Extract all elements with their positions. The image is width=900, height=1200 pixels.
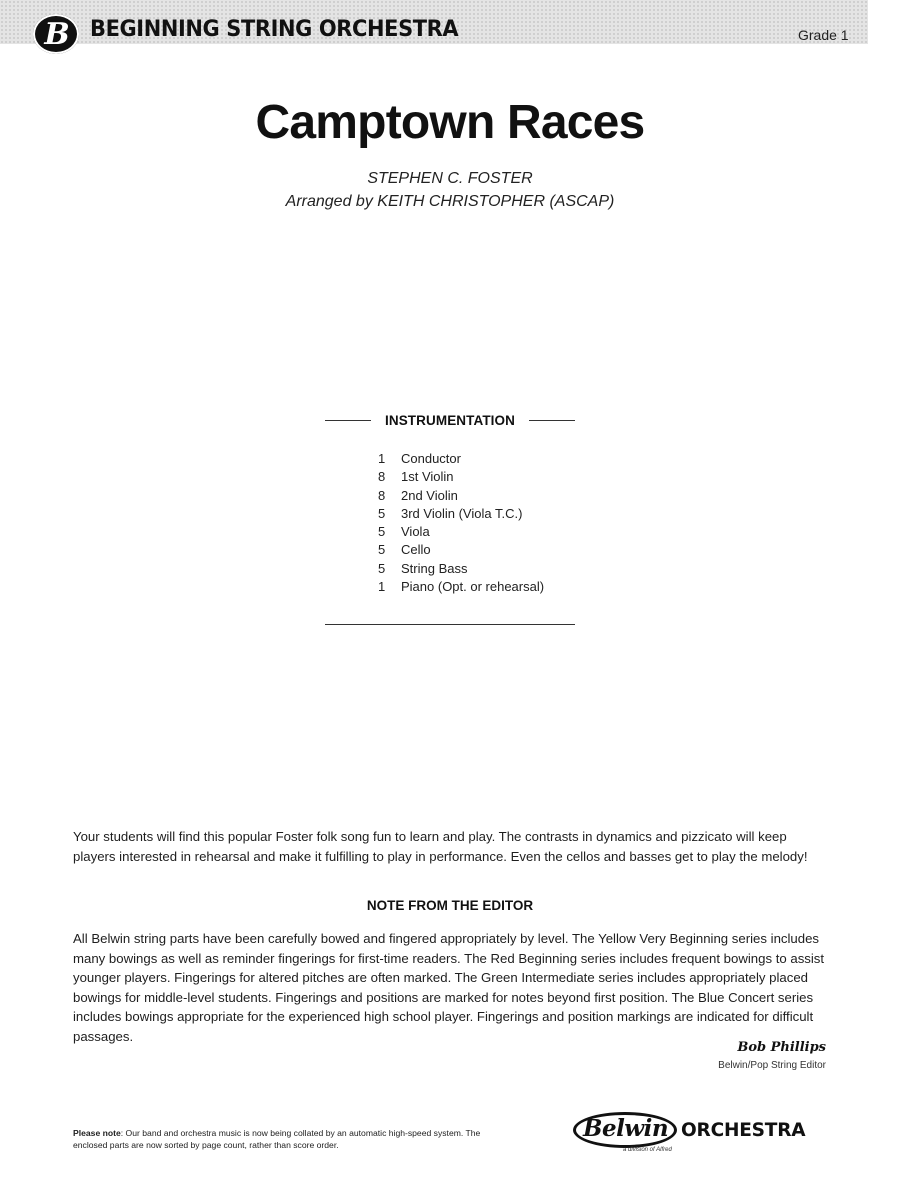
publisher-tagline: a division of Alfred (623, 1147, 672, 1153)
list-item (378, 451, 544, 469)
grade-label: Grade 1 (798, 27, 849, 43)
list-item (378, 469, 544, 487)
instrument-qty: 5 (378, 524, 386, 540)
heading-rule-right (529, 420, 575, 421)
editor-note-text: All Belwin string parts have been carefully bowed and fingered appropriately by level. The Yellow Very Beginning series includes many bowings as well as reminder fingerings for first-time readers. The Red Beginning series includes frequent bowings to assist younger players. Fingerings for altered pitches are often marked. The Green Intermediate series includes appropriately placed bowings for middle-level students. Fingerings and positions are marked for notes beyond first position. The Blue Concert series includes bowings appropriate for the experienced high school player. Fingerings and position markings are indicated for difficult passages. (73, 931, 825, 1044)
instrument-name: Piano (Opt. or rehearsal) (401, 579, 545, 595)
editor-signature: Bob Phillips (737, 1040, 826, 1055)
please-note-text: : Our band and orchestra music is now being collated by an automatic high-speed system. The enclosed parts are now sorted by page count, rather than score order. (73, 1128, 481, 1150)
instrument-name: 1st Violin (401, 469, 454, 485)
list-item (378, 542, 544, 560)
instrumentation-bottom-rule (325, 624, 575, 625)
instrumentation-heading (325, 413, 575, 428)
instrument-name: 2nd Violin (401, 487, 458, 503)
list-item (378, 488, 544, 506)
piece-description: Your students will find this popular Foster folk song fun to learn and play. The contrasts in dynamics and pizzicato will keep players interested in rehearsal and make it fulfilling to play in performance. Even the cellos and basses get to play the melody! (73, 829, 808, 864)
heading-rule-left (325, 420, 371, 421)
instrument-qty: 1 (378, 579, 386, 595)
instrument-name: String Bass (401, 560, 468, 576)
series-title: BEGINNING STRING ORCHESTRA (90, 16, 459, 42)
publisher-script: Belwin (583, 1115, 669, 1142)
instrumentation-list (378, 451, 544, 597)
instrument-name: Viola (401, 524, 430, 540)
instrument-qty: 8 (378, 487, 386, 503)
instrument-qty: 1 (378, 451, 386, 466)
instrumentation-heading-label: INSTRUMENTATION (385, 413, 515, 428)
list-item (378, 561, 544, 579)
instrument-qty: 5 (378, 542, 386, 558)
editor-note-heading: NOTE FROM THE EDITOR (366, 898, 534, 913)
instrument-name: Cello (401, 542, 431, 558)
piece-title: Camptown Races (255, 96, 645, 149)
belwin-b-logo-icon: B (33, 14, 79, 54)
arranger: Arranged by KEITH CHRISTOPHER (ASCAP) (285, 193, 615, 210)
list-item (378, 506, 544, 524)
belwin-orchestra-logo-icon (573, 1109, 828, 1157)
publisher-wordmark: ORCHESTRA (681, 1120, 806, 1141)
list-item (378, 579, 544, 597)
please-note-label: Please note (73, 1128, 121, 1138)
please-note (73, 1127, 513, 1151)
instrument-qty: 5 (378, 560, 386, 576)
instrument-name: 3rd Violin (Viola T.C.) (401, 505, 523, 521)
composer: STEPHEN C. FOSTER (367, 170, 533, 187)
list-item (378, 524, 544, 542)
editor-signature-caption: Belwin/Pop String Editor (718, 1060, 826, 1071)
instrument-qty: 8 (378, 469, 386, 485)
instrument-name: Conductor (401, 451, 461, 466)
instrument-qty: 5 (378, 505, 386, 521)
